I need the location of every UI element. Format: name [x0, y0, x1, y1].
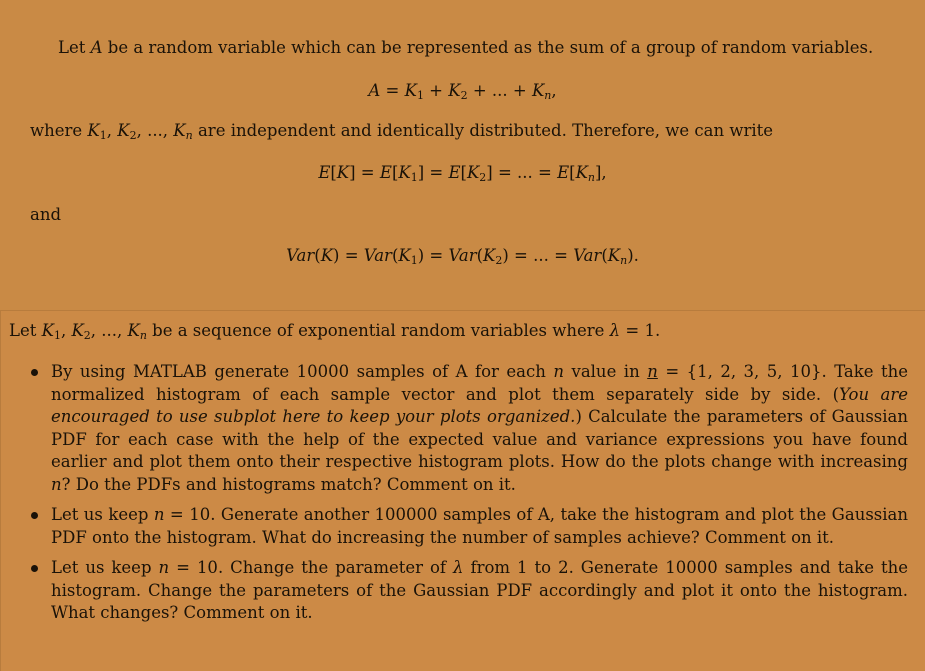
iid-sentence: where $K_1$, $K_2$, ..., $K_n$ are independent and identically distributed. Therefore, we can write — [30, 121, 774, 142]
task-lead: Let $K_1$, $K_2$, ..., $K_n$ be a sequence of exponential random variables where λ = 1. — [9, 321, 661, 342]
bullet-icon — [31, 369, 38, 376]
expectation-equation: $E[K] = E[K_1] = E[K_2]$ = ... = $E[K_n]$, — [318, 163, 607, 184]
list-item — [28, 504, 908, 549]
bullet-icon — [31, 512, 38, 519]
derivation-panel — [0, 0, 925, 310]
task-list — [28, 361, 908, 633]
list-item — [28, 361, 908, 496]
sum-equation: $A = K_1 + K_2$ + ... + $K_n$, — [368, 81, 557, 102]
variance-equation: $Var(K) = Var(K_1) = Var(K_2)$ = ... = $Var(K_n)$. — [286, 246, 639, 267]
bullet-icon — [31, 565, 38, 572]
bullet-1-text: By using MATLAB generate 10000 samples of A for each n value in n = {1, 2, 3, 5, 10}. Take the normalized histogram of each sample vector and plot them separately side by side. (You are encouraged to use subplot here to keep your plots organized.) Calculate the parameters of Gaussian PDF for each case with the help of the expected value and variance expressions you have found earlier and plot them onto their respective histogram plots. How do the plots change with increasing n? Do the PDFs and histograms match? Comment on it. — [51, 362, 909, 494]
and-word: and — [30, 205, 62, 224]
bullet-2-text: Let us keep n = 10. Generate another 100000 samples of A, take the histogram and plot the Gaussian PDF onto the histogram. What do increasing the number of samples achieve? Comment on it. — [51, 505, 908, 547]
intro-sentence: Let A be a random variable which can be represented as the sum of a group of random variables. — [58, 38, 874, 57]
bullet-3-text: Let us keep n = 10. Change the parameter of λ from 1 to 2. Generate 10000 samples and take the histogram. Change the parameters of the Gaussian PDF accordingly and plot it onto the histogram. What changes? Comment on it. — [51, 558, 908, 622]
list-item — [28, 557, 908, 625]
